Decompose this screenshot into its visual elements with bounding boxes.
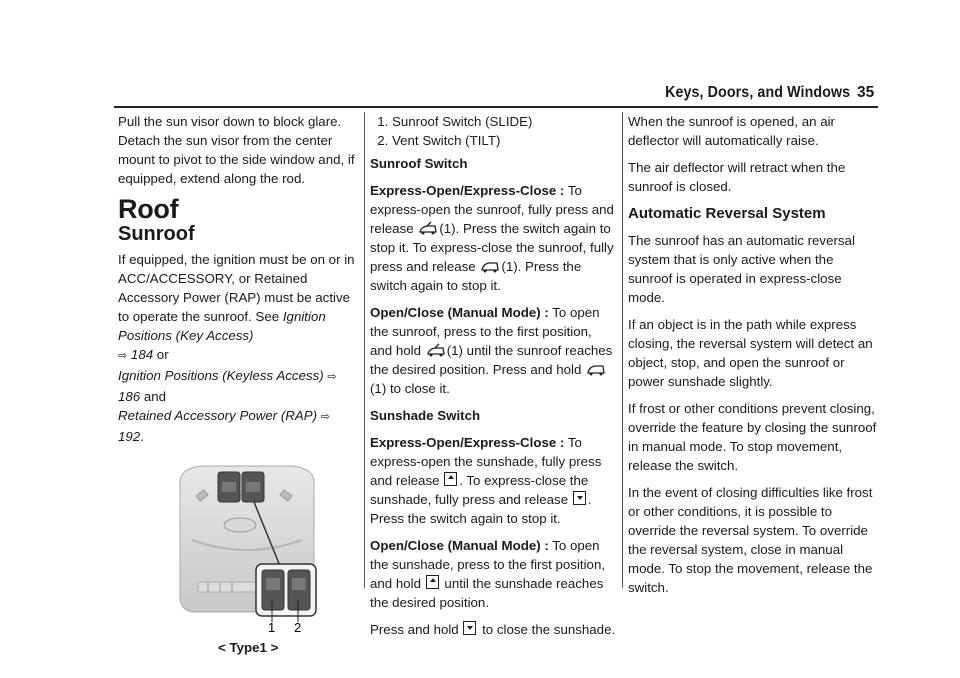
express-text: . To express-close the sunshade, fully press and release [370, 473, 589, 507]
reversal-paragraph-3: If frost or other conditions prevent closing, override the feature by closing the sunroof in manual mode. To stop movement, release the switch. [628, 401, 877, 473]
list-item: 2. Vent Switch (TILT) [392, 131, 616, 150]
deflector-raise-paragraph: When the sunroof is opened, an air deflector will automatically raise. [628, 114, 835, 148]
ref-rap-link[interactable]: Retained Accessory Power (RAP) [118, 408, 318, 423]
page-number: 35 [857, 84, 875, 101]
page-ref-arrow-icon: ⇨ [327, 371, 337, 383]
sunshade-close-icon [573, 491, 586, 505]
ref-keyless-access-page[interactable]: 186 [118, 389, 141, 404]
or-text: or [153, 347, 169, 362]
manual-text: until the sunshade reaches the desired position. [370, 576, 604, 610]
sunshade-close-paragraph [370, 620, 616, 639]
express-text: To express-open the sunroof, fully press and release [370, 183, 614, 236]
express-text: To express-open the sunshade, fully press and release [370, 435, 602, 488]
sunroof-close-icon [587, 362, 605, 376]
overhead-console-illustration [172, 460, 322, 632]
manual-text: To open the sunroof, press to the first position, and hold [370, 305, 600, 358]
manual-label: Open/Close (Manual Mode) : [370, 538, 549, 553]
ref-keyless-access-link[interactable]: Ignition Positions (Keyless Access) [118, 368, 324, 383]
page-header [0, 84, 960, 104]
sunshade-open-icon [444, 472, 457, 486]
sunshade-manual-paragraph [370, 536, 616, 612]
manual-text: To open the sunshade, press to the first position, and hold [370, 538, 606, 591]
press-text: to close the sunshade. [478, 622, 616, 637]
page-ref-arrow-icon: ⇨ [320, 411, 330, 423]
sunshade-switch-heading: Sunshade Switch [370, 408, 481, 423]
express-text: (1). Press the switch again to stop it. To express-close the sunroof, fully press and release [370, 221, 614, 274]
manual-text: (1) to close it. [370, 381, 450, 396]
sunroof-manual-paragraph [370, 303, 616, 398]
express-label: Express-Open/Express-Close : [370, 435, 565, 450]
heading-roof: Roof [118, 194, 179, 224]
reversal-paragraph-2: If an object is in the path while express closing, the reversal system will detect an object, stop, and open the sunroof or power sunshade slightly. [628, 317, 873, 389]
manual-text: (1) until the sunroof reaches the desired position. Press and hold [370, 343, 613, 377]
ref-rap-page[interactable]: 192 [118, 429, 141, 444]
list-item: 1. Sunroof Switch (SLIDE) [392, 112, 616, 131]
page-ref-arrow-icon: ⇨ [118, 350, 128, 362]
column-divider-2 [622, 112, 623, 588]
column-3 [628, 112, 878, 605]
reversal-paragraph-4: In the event of closing difficulties like frost or other conditions, it is possible to override the reversal system. To override the reversal system, close in manual mode. To stop the movement, release the switch. [628, 485, 873, 595]
sunshade-close-icon [463, 621, 476, 635]
sunroof-switch-heading: Sunroof Switch [370, 156, 468, 171]
sunroof-slide-icon [419, 221, 437, 235]
express-text: (1). Press the switch again to stop it. [370, 259, 582, 293]
column-2 [370, 112, 616, 647]
column-divider-1 [364, 112, 365, 588]
press-text: Press and hold [370, 622, 459, 637]
overhead-console-figure [172, 460, 322, 632]
switch-list [370, 112, 616, 150]
reversal-paragraph-1: The sunroof has an automatic reversal system that is only active when the sunroof is operated in express-close mode. [628, 233, 855, 305]
header-rule [114, 106, 878, 108]
sunshade-express-paragraph [370, 433, 616, 528]
sunroof-express-paragraph [370, 181, 616, 295]
and-text: and [140, 389, 167, 404]
ref-key-access-link[interactable]: Ignition Positions (Key Access) [118, 309, 326, 343]
sun-visor-paragraph: Pull the sun visor down to block glare. Detach the sun visor from the center mount to pivot to the side window and, if equipped, extend along the rod. [118, 114, 355, 186]
manual-label: Open/Close (Manual Mode) : [370, 305, 549, 320]
express-label: Express-Open/Express-Close : [370, 183, 565, 198]
heading-sunroof: Sunroof [118, 223, 195, 245]
sunroof-slide-icon [427, 343, 445, 357]
figure-label-2: 2 [294, 620, 302, 632]
figure-label-1: 1 [268, 620, 276, 632]
section-title: Keys, Doors, and Windows [664, 84, 850, 101]
ref-key-access-page[interactable]: 184 [130, 347, 154, 362]
column-1 [118, 112, 358, 657]
express-text: . Press the switch again to stop it. [370, 492, 592, 526]
deflector-retract-paragraph: The air deflector will retract when the sunroof is closed. [628, 160, 846, 194]
ignition-text: If equipped, the ignition must be on or in ACC/ACCESSORY, or Retained Accessory Power (RAP) must be active to operate the sunroof. See [118, 252, 355, 324]
ignition-paragraph: If equipped, the ignition must be on or in ACC/ACCESSORY, or Retained Accessory Power (RAP) must be active to operate the sunroof. See Ignition Positions (Key Access) ⇨ 184 or Ignition Positions (Keyless Access) ⇨ 186 and Retained Accessory Power (RAP) ⇨ 192. [118, 252, 355, 444]
heading-automatic-reversal: Automatic Reversal System [628, 205, 826, 222]
sunshade-open-icon [426, 575, 439, 589]
figure-caption: < Type1 > [218, 640, 279, 655]
sunroof-close-icon [481, 259, 499, 273]
